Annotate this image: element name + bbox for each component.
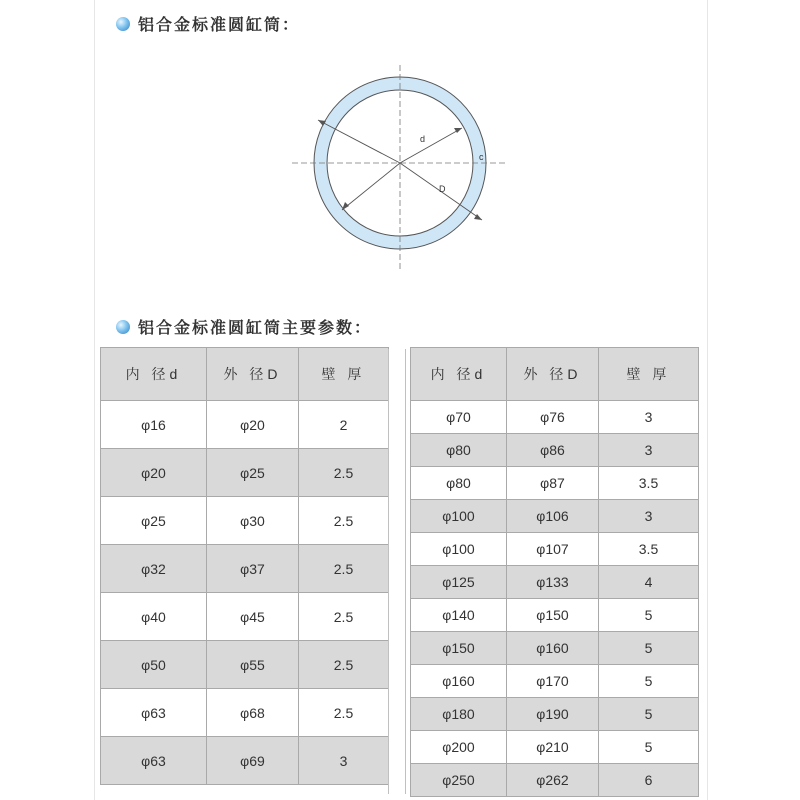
cell-inner-diameter: φ140 <box>411 599 507 632</box>
bullet-icon <box>116 17 130 31</box>
table-row <box>411 632 699 665</box>
table-row <box>101 689 389 737</box>
cell-wall-thickness: 3 <box>599 401 699 434</box>
cell-inner-diameter: φ50 <box>101 641 207 689</box>
cell-inner-diameter: φ100 <box>411 533 507 566</box>
header-inner-diameter: 内 径d <box>101 348 207 401</box>
inner-diameter-label: d <box>420 134 426 144</box>
cell-inner-diameter: φ100 <box>411 500 507 533</box>
table-row <box>411 731 699 764</box>
table-divider <box>388 349 406 794</box>
table-row <box>411 467 699 500</box>
cell-outer-diameter: φ150 <box>507 599 599 632</box>
cell-wall-thickness: 5 <box>599 731 699 764</box>
parameter-table-right <box>410 347 699 797</box>
table-row <box>411 665 699 698</box>
cell-outer-diameter: φ106 <box>507 500 599 533</box>
cell-inner-diameter: φ160 <box>411 665 507 698</box>
cell-wall-thickness: 2.5 <box>299 593 389 641</box>
section-heading-text: 铝合金标准圆缸筒： <box>138 15 301 34</box>
header-inner-diameter: 内 径d <box>411 348 507 401</box>
cell-outer-diameter: φ262 <box>507 764 599 797</box>
table-row <box>411 434 699 467</box>
cell-wall-thickness: 6 <box>599 764 699 797</box>
cell-outer-diameter: φ190 <box>507 698 599 731</box>
table-row <box>101 593 389 641</box>
cell-wall-thickness: 2.5 <box>299 497 389 545</box>
table-row <box>101 401 389 449</box>
cell-inner-diameter: φ180 <box>411 698 507 731</box>
cell-outer-diameter: φ37 <box>207 545 299 593</box>
cell-inner-diameter: φ20 <box>101 449 207 497</box>
table-row <box>101 497 389 545</box>
cell-inner-diameter: φ80 <box>411 467 507 500</box>
table-row <box>101 545 389 593</box>
cell-outer-diameter: φ25 <box>207 449 299 497</box>
table-row <box>411 500 699 533</box>
table-row <box>411 566 699 599</box>
cell-inner-diameter: φ125 <box>411 566 507 599</box>
cell-outer-diameter: φ69 <box>207 737 299 785</box>
section-heading-text: 铝合金标准圆缸筒主要参数： <box>138 318 373 337</box>
header-wall-thickness: 壁 厚 <box>599 348 699 401</box>
cell-wall-thickness: 3.5 <box>599 533 699 566</box>
cell-wall-thickness: 5 <box>599 632 699 665</box>
outer-diameter-label: D <box>439 184 446 194</box>
bullet-icon <box>116 320 130 334</box>
cell-inner-diameter: φ25 <box>101 497 207 545</box>
cell-outer-diameter: φ45 <box>207 593 299 641</box>
cell-wall-thickness: 2.5 <box>299 545 389 593</box>
cell-inner-diameter: φ70 <box>411 401 507 434</box>
table-row <box>411 698 699 731</box>
table-row <box>101 641 389 689</box>
cell-outer-diameter: φ160 <box>507 632 599 665</box>
cell-wall-thickness: 2.5 <box>299 641 389 689</box>
cell-wall-thickness: 3 <box>299 737 389 785</box>
cell-inner-diameter: φ63 <box>101 689 207 737</box>
cell-wall-thickness: 3 <box>599 500 699 533</box>
cell-wall-thickness: 5 <box>599 665 699 698</box>
cell-inner-diameter: φ150 <box>411 632 507 665</box>
cell-outer-diameter: φ133 <box>507 566 599 599</box>
cell-wall-thickness: 5 <box>599 698 699 731</box>
cell-inner-diameter: φ200 <box>411 731 507 764</box>
cell-wall-thickness: 3 <box>599 434 699 467</box>
cell-wall-thickness: 2.5 <box>299 689 389 737</box>
table-row <box>411 599 699 632</box>
cell-inner-diameter: φ40 <box>101 593 207 641</box>
header-wall-thickness: 壁 厚 <box>299 348 389 401</box>
cell-outer-diameter: φ76 <box>507 401 599 434</box>
wall-thickness-label: c <box>479 152 484 162</box>
table-header-row <box>411 348 699 401</box>
cell-wall-thickness: 4 <box>599 566 699 599</box>
cell-wall-thickness: 5 <box>599 599 699 632</box>
cell-outer-diameter: φ86 <box>507 434 599 467</box>
cell-outer-diameter: φ68 <box>207 689 299 737</box>
cell-outer-diameter: φ20 <box>207 401 299 449</box>
cell-inner-diameter: φ80 <box>411 434 507 467</box>
cell-wall-thickness: 2 <box>299 401 389 449</box>
parameter-table-left <box>100 347 389 785</box>
header-outer-diameter: 外 径D <box>207 348 299 401</box>
section-heading-cylinder <box>116 12 300 35</box>
table-row <box>411 401 699 434</box>
cell-outer-diameter: φ55 <box>207 641 299 689</box>
table-row <box>101 737 389 785</box>
cell-outer-diameter: φ30 <box>207 497 299 545</box>
cell-wall-thickness: 2.5 <box>299 449 389 497</box>
cell-inner-diameter: φ32 <box>101 545 207 593</box>
cell-inner-diameter: φ16 <box>101 401 207 449</box>
section-heading-parameters <box>116 315 372 338</box>
cell-outer-diameter: φ170 <box>507 665 599 698</box>
table-row <box>101 449 389 497</box>
table-row <box>411 764 699 797</box>
cylinder-cross-section-diagram <box>290 60 510 280</box>
header-outer-diameter: 外 径D <box>507 348 599 401</box>
cell-outer-diameter: φ87 <box>507 467 599 500</box>
table-header-row <box>101 348 389 401</box>
table-row <box>411 533 699 566</box>
cell-inner-diameter: φ63 <box>101 737 207 785</box>
cell-wall-thickness: 3.5 <box>599 467 699 500</box>
cell-inner-diameter: φ250 <box>411 764 507 797</box>
cell-outer-diameter: φ210 <box>507 731 599 764</box>
cell-outer-diameter: φ107 <box>507 533 599 566</box>
